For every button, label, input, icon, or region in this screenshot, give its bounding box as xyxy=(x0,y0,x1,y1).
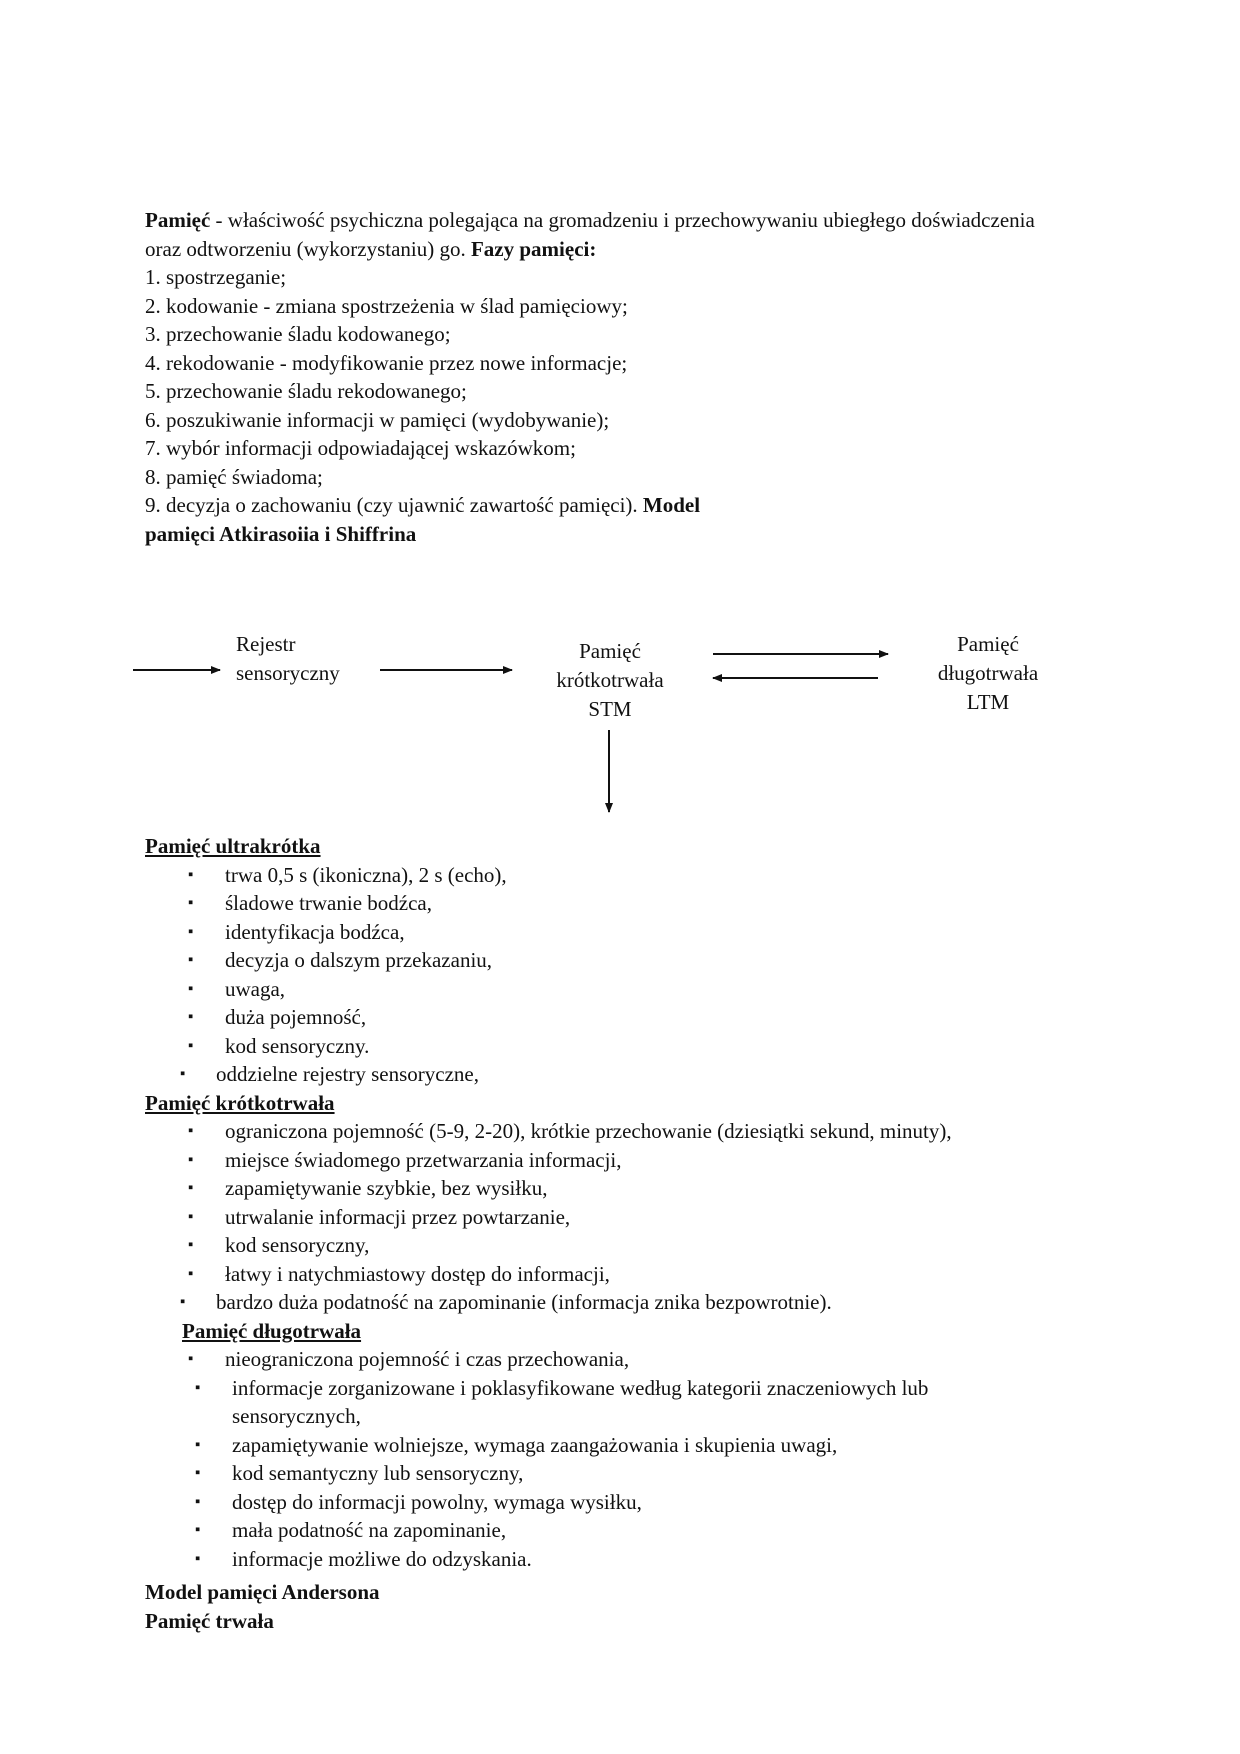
list-item: ▪ miejsce świadomego przetwarzania informacji, xyxy=(145,1146,1145,1175)
sections-block xyxy=(145,832,1145,1573)
sensory-register-label: Rejestr sensoryczny xyxy=(236,632,340,685)
list-item: ▪ kod semantyczny lub sensoryczny, xyxy=(145,1459,1145,1488)
list-item: ▪ utrwalanie informacji przez powtarzanie, xyxy=(145,1203,1145,1232)
stm-list xyxy=(145,1117,1145,1317)
anderson-heading: Model pamięci Andersona xyxy=(145,1580,380,1604)
intro-block xyxy=(145,206,1045,548)
list-item: ▪ mała podatność na zapominanie, xyxy=(145,1516,1145,1545)
list-item: ▪ oddzielne rejestry sensoryczne, xyxy=(145,1060,1145,1089)
phase-9-text: 9. decyzja o zachowaniu (czy ujawnić zawartość pamięci). xyxy=(145,493,643,517)
stm-title: Pamięć krótkotrwała xyxy=(145,1090,335,1115)
trwala-heading: Pamięć trwała xyxy=(145,1609,274,1633)
list-item: ▪ uwaga, xyxy=(145,975,1145,1004)
phase-item: 6. poszukiwanie informacji w pamięci (wydobywanie); xyxy=(145,407,610,432)
list-item: ▪ zapamiętywanie wolniejsze, wymaga zaangażowania i skupienia uwagi, xyxy=(145,1431,1145,1460)
phase-item: 4. rekodowanie - modyfikowanie przez nowe informacje; xyxy=(145,350,628,375)
list-item: ▪ łatwy i natychmiastowy dostęp do informacji, xyxy=(145,1260,1145,1289)
model-title-b: pamięci Atkirasoiia i Shiffrina xyxy=(145,521,417,546)
ltm-list xyxy=(145,1345,1145,1573)
list-item: ▪ identyfikacja bodźca, xyxy=(145,918,1145,947)
list-item: ▪ decyzja o dalszym przekazaniu, xyxy=(145,946,1145,975)
list-item: ▪ trwa 0,5 s (ikoniczna), 2 s (echo), xyxy=(145,861,1145,890)
memory-model-diagram xyxy=(0,620,1240,820)
list-item: ▪ kod sensoryczny, xyxy=(145,1231,1145,1260)
list-item: ▪ informacje zorganizowane i poklasyfikowane według kategorii znaczeniowych lub sensorycznych, xyxy=(145,1374,1052,1431)
definition-term: Pamięć xyxy=(145,208,211,232)
ultra-title: Pamięć ultrakrótka xyxy=(145,834,321,858)
list-item: ▪ informacje możliwe do odzyskania. xyxy=(145,1545,1145,1574)
phase-item: 2. kodowanie - zmiana spostrzeżenia w ślad pamięciowy; xyxy=(145,293,628,318)
model-title-a: Model xyxy=(642,493,701,517)
phase-item: 1. spostrzeganie; xyxy=(145,265,287,289)
list-item: ▪ zapamiętywanie szybkie, bez wysiłku, xyxy=(145,1174,1145,1203)
phase-item: 7. wybór informacji odpowiadającej wskazówkom; xyxy=(145,436,576,460)
list-item: ▪ bardzo duża podatność na zapominanie (informacja znika bezpowrotnie). xyxy=(145,1288,1145,1317)
list-item: ▪ ograniczona pojemność (5-9, 2-20), krótkie przechowanie (dziesiątki sekund, minuty), xyxy=(145,1117,1145,1146)
phase-item xyxy=(145,491,1045,520)
list-item: ▪ duża pojemność, xyxy=(145,1003,1145,1032)
phase-item: 3. przechowanie śladu kodowanego; xyxy=(145,322,451,346)
stm-label: Pamięć krótkotrwała STM xyxy=(556,639,664,721)
phase-item: 5. przechowanie śladu rekodowanego; xyxy=(145,379,467,403)
list-item: ▪ kod sensoryczny. xyxy=(145,1032,1145,1061)
list-item: ▪ śladowe trwanie bodźca, xyxy=(145,889,1145,918)
ltm-title: Pamięć długotrwała xyxy=(182,1318,362,1343)
footer-headings xyxy=(145,1578,380,1636)
phases-title: Fazy pamięci: xyxy=(470,236,597,261)
phase-item: 8. pamięć świadoma; xyxy=(145,464,323,489)
ultra-list xyxy=(145,861,1145,1089)
list-item: ▪ nieograniczona pojemność i czas przechowania, xyxy=(145,1345,1145,1374)
ltm-label: Pamięć długotrwała LTM xyxy=(937,632,1039,714)
list-item: ▪ dostęp do informacji powolny, wymaga wysiłku, xyxy=(145,1488,1145,1517)
definition-paragraph xyxy=(145,206,1045,263)
definition-text: - właściwość psychiczna polegająca na gromadzeniu i przechowywaniu ubiegłego doświadczenia oraz odtworzeniu (wykorzystaniu) go. xyxy=(145,208,1035,261)
